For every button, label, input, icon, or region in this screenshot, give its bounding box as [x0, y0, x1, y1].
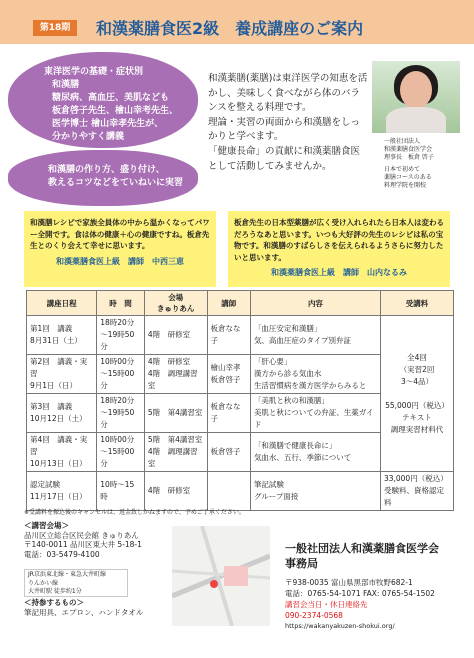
schedule-cell-venue: 5階 第4講習室	[144, 394, 207, 433]
profile-line: 日本で初めて	[384, 166, 421, 173]
chairperson-photo	[372, 61, 460, 133]
access-line: 大井町駅 徒歩約1分	[28, 588, 82, 595]
access-line: JR京浜東北線・東急大井町線	[28, 571, 106, 578]
intro-paragraph: 理論・実習の両面から和漢膳をしっかりと学べます。	[208, 116, 361, 143]
schedule-cell-date: 第4回 講義・実習 10月13日（日）	[27, 433, 97, 472]
org-office: 事務局	[285, 557, 318, 570]
schedule-row	[27, 316, 454, 355]
schedule-table	[26, 290, 454, 511]
schedule-cell-teacher: 板倉なな子	[207, 394, 250, 433]
schedule-header-cell: 会場 きゅりあん	[144, 291, 207, 316]
oval-line: 教えるコツなどをていねいに実習	[48, 178, 184, 188]
fee-exam-cell: 33,000円（税込） 受験料、資格認定料	[380, 472, 453, 511]
page-title: 和漢薬膳食医2級 養成講座のご案内	[96, 19, 364, 38]
oval-line: 和漢膳の作り方、盛り付け、	[48, 165, 165, 175]
profile-line: 理事長 板倉 啓子	[384, 154, 434, 161]
schedule-cell-content: 筆記試験 グループ面接	[250, 472, 380, 511]
schedule-header-cell: 講座日程	[27, 291, 97, 316]
website-link[interactable]: https://wakanyakuzen-shokui.org/	[285, 622, 395, 630]
venue-info	[24, 521, 164, 559]
schedule-cell-date: 第2回 講義・実習 9月1日（日）	[27, 355, 97, 394]
course-highlight-oval	[8, 52, 198, 148]
emergency-contact-label: 講習会当日・休日連絡先	[285, 600, 368, 609]
bring-line: 筆記用具、エプロン、ハンドタオル	[24, 608, 144, 617]
oval-line: 分かりやすく講義	[52, 132, 125, 142]
schedule-cell-venue: 4階 研修室 4階 調理講習室	[144, 355, 207, 394]
venue-heading: ＜講習会場＞	[24, 521, 69, 530]
schedule-header-cell: 時 間	[97, 291, 145, 316]
mobile-phone[interactable]: 090-2374-0568	[285, 611, 343, 620]
oval-line: 和漢膳	[52, 80, 80, 90]
venue-line: 〒140-0011 品川区東大井 5-18-1	[24, 540, 142, 550]
profile-line: 和漢薬膳食医学会	[384, 146, 433, 153]
schedule-cell-venue: 5階 第4講習室 4階 調理講習室	[144, 433, 207, 472]
testimonial-text: 板倉先生の日本型薬膳が広く受け入れられたら日本人は変わるだろうなあと思います。いつも大好評の先生のレシピは私の宝物です。和漢膳のすばらしさを伝えられるようさらに努力したいと思います。	[234, 218, 444, 262]
intro-paragraph: 「健康長命」の貢献に和漢薬膳食医として活動してみませんか。	[208, 145, 361, 172]
profile-line: 一般社団法人	[384, 138, 421, 145]
schedule-cell-content: 「和漢膳で健康長命に」 気血水、五行、季節について	[250, 433, 380, 472]
schedule-cell-content: 「血圧安定和漢膳」 気、高血圧症のタイプ別弁証	[250, 316, 380, 355]
intro-paragraph: 和漢薬膳(薬膳)は東洋医学の知恵を活かし、美味しく食べながら体のバランスを整える料理です。	[208, 73, 368, 114]
schedule-cell-venue: 4階 研修室	[144, 472, 207, 511]
fee-main-cell: 全4回 （実習2回 3〜4品） 55,000円（税込） テキスト 調理実習材料代	[380, 316, 453, 472]
venue-line: 電話：03-5479-4100	[24, 549, 100, 559]
testimonial-signature: 和漢薬膳食医上級 講師 中西三恵	[56, 256, 184, 266]
schedule-cell-time: 10時〜15時	[97, 472, 145, 511]
schedule-cell-time: 10時00分 〜15時00分	[97, 433, 145, 472]
schedule-row	[27, 472, 454, 511]
access-note	[24, 569, 128, 597]
org-name: 一般社団法人和漢薬膳食医学会	[285, 542, 439, 555]
org-phone: 電話：0765-54-1071 FAX: 0765-54-1502	[285, 589, 435, 598]
bring-heading: ＜持参するもの＞	[24, 598, 84, 607]
intro-text	[208, 72, 368, 174]
access-line: りんかい線	[28, 579, 59, 587]
testimonial-box	[24, 211, 216, 287]
schedule-cell-time: 10時00分 〜15時00分	[97, 355, 145, 394]
schedule-cell-teacher: 檜山幸孝 板倉啓子	[207, 355, 250, 394]
schedule-cell-time: 18時20分 〜19時50分	[97, 316, 145, 355]
venue-line: 品川区立総合区民会館 きゅりあん	[24, 530, 139, 540]
oval-line: 医学博士 檜山幸孝先生が、	[52, 119, 164, 129]
chairperson-profile	[384, 138, 434, 190]
schedule-cell-venue: 4階 研修室	[144, 316, 207, 355]
testimonial-box	[228, 211, 450, 287]
schedule-cell-teacher: 板倉なな子	[207, 316, 250, 355]
oval-heading: 東洋医学の基礎・症状別	[44, 67, 144, 77]
organization-info	[285, 541, 465, 632]
profile-line: 料理学院を開校	[384, 182, 427, 189]
testimonial-signature: 和漢薬膳食医上級 講師 山内なるみ	[271, 268, 407, 278]
schedule-cell-date: 第1回 講義 8月31日（土）	[27, 316, 97, 355]
org-address: 〒938-0035 富山県黒部市牧野682-1	[285, 578, 413, 587]
cancel-note: ※受講料を振込後のキャンセルは、返金致しかねますので、予めご了承ください。	[24, 509, 245, 516]
schedule-header-row	[27, 291, 454, 316]
oval-line: 糖尿病、高血圧、美肌なども	[52, 93, 170, 103]
venue-map	[172, 526, 270, 626]
schedule-cell-teacher	[207, 472, 250, 511]
schedule-header-cell: 受講料	[380, 291, 453, 316]
schedule-cell-date: 第3回 講義 10月12日（土）	[27, 394, 97, 433]
schedule-cell-date: 認定試験 11月17日（日）	[27, 472, 97, 511]
schedule-header-cell: 内容	[250, 291, 380, 316]
schedule-cell-teacher: 板倉啓子	[207, 433, 250, 472]
schedule-header-cell: 講師	[207, 291, 250, 316]
schedule-cell-content: 「肝心要」 漢方から診る気血水 生活習慣病を漢方医学からみると	[250, 355, 380, 394]
items-to-bring	[24, 598, 143, 618]
oval-line: 板倉啓子先生、檜山幸考先生、	[52, 106, 179, 116]
practice-highlight-oval	[8, 150, 198, 206]
term-badge: 第18期	[33, 20, 77, 36]
testimonial-text: 和漢膳レシピで家族全員体の中から温かくなってパワー全開です。食は体の健康＋心の健康ですね。板倉先生とのくり会えて幸せに思います。	[30, 218, 210, 251]
profile-line: 薬膳コースのある	[384, 174, 432, 181]
schedule-cell-time: 18時20分 〜19時50分	[97, 394, 145, 433]
schedule-cell-content: 「美肌と秋の和漢膳」 美肌と秋についての弁証、生薬ガイド	[250, 394, 380, 433]
